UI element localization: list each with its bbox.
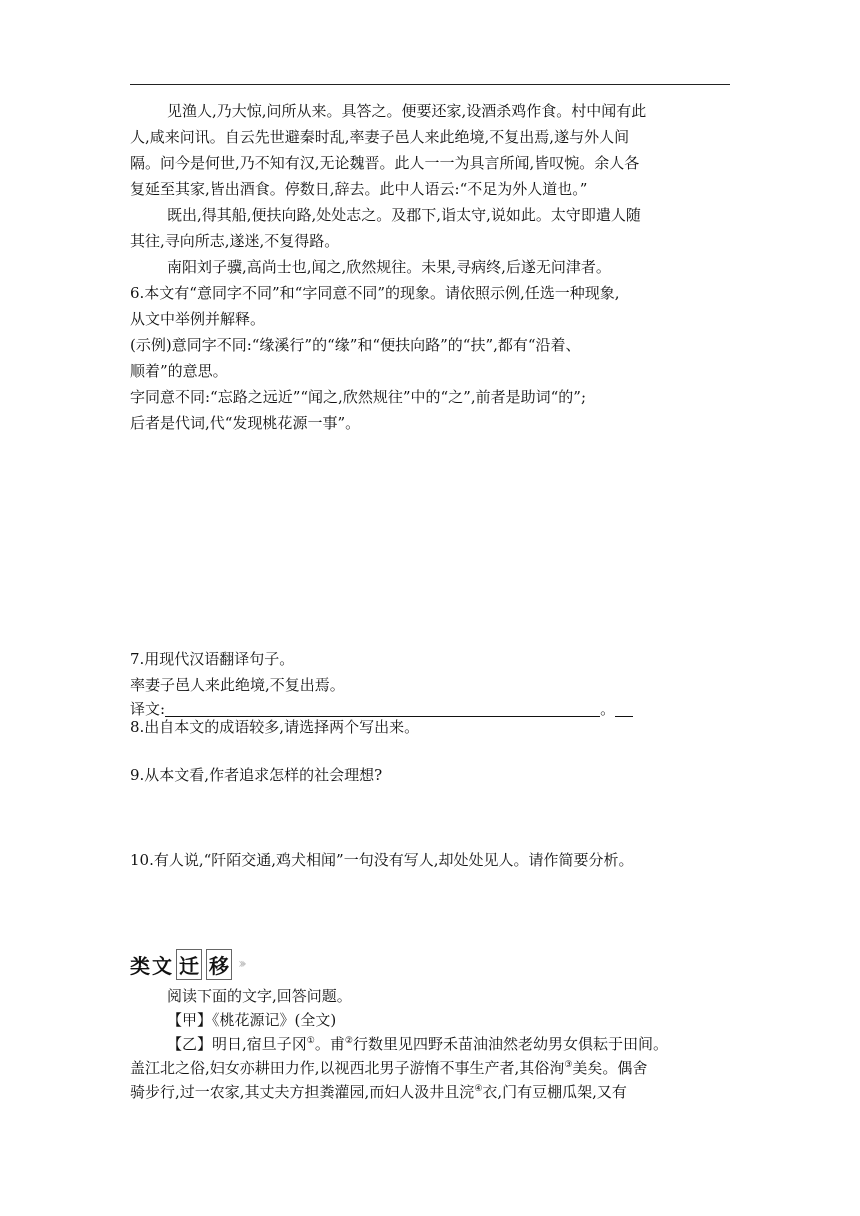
- question-6-example: 后者是代词,代“发现桃花源一事”。: [130, 414, 361, 432]
- section-heading: [130, 951, 243, 977]
- text-segment: 骑步行,过一农家,其丈夫方担粪灌园,而妇人汲井且浣: [130, 1083, 475, 1101]
- reading-yi-line: [130, 1081, 730, 1103]
- text-segment: 美矣。偶舍: [572, 1059, 648, 1077]
- text-segment: 行数里见四野禾苗油油然老幼男女俱耘于田间。: [352, 1035, 668, 1053]
- answer-label: 译文:: [130, 700, 166, 718]
- text-segment: 衣,门有豆棚瓜架,又有: [482, 1083, 627, 1101]
- question-9: 9.从本文看,作者追求怎样的社会理想?: [130, 766, 383, 784]
- answer-blank[interactable]: [165, 700, 600, 717]
- footnote-mark: ③: [564, 1060, 573, 1070]
- passage-line: 隔。问今是何世,乃不知有汉,无论魏晋。此人一一为具言所闻,皆叹惋。余人各: [130, 154, 640, 172]
- answer-blank-tail: [615, 700, 633, 717]
- answer-end: 。: [600, 700, 616, 718]
- question-6-example: 顺着”的意思。: [130, 362, 228, 380]
- text-segment: 。甫: [314, 1035, 345, 1053]
- footnote-mark: ①: [306, 1036, 315, 1046]
- passage-line: 其往,寻向所志,遂迷,不复得路。: [130, 232, 340, 250]
- passage-line: 南阳刘子骥,高尚士也,闻之,欣然规往。未果,寻病终,后遂无问津者。: [167, 258, 611, 276]
- passage-line: 复延至其家,皆出酒食。停数日,辞去。此中人语云:“不足为外人道也。”: [130, 180, 588, 198]
- text-segment: 【乙】明日,宿旦子冈: [167, 1035, 307, 1053]
- chevrons-icon: ›››: [238, 956, 243, 972]
- section-heading-text: 类文: [130, 953, 174, 978]
- section-heading-box: 移: [206, 949, 232, 980]
- passage-line: 既出,得其船,便扶向路,处处志之。及郡下,诣太守,说如此。太守即遣人随: [167, 206, 641, 224]
- reading-instruction: 阅读下面的文字,回答问题。: [167, 987, 352, 1005]
- passage-line: 见渔人,乃大惊,问所从来。具答之。便要还家,设酒杀鸡作食。村中闻有此: [167, 102, 647, 120]
- question-6-line: 6.本文有“意同字不同”和“字同意不同”的现象。请依照示例,任选一种现象,: [130, 284, 620, 302]
- section-heading-box: 迁: [176, 949, 202, 980]
- reading-yi-line: [130, 1057, 730, 1079]
- question-10: 10.有人说,“阡陌交通,鸡犬相闻”一句没有写人,却处处见人。请作简要分析。: [130, 851, 634, 869]
- header-rule: [130, 84, 730, 85]
- reading-jia: 【甲】《桃花源记》(全文): [167, 1011, 337, 1029]
- reading-yi-line: [130, 1033, 767, 1055]
- text-segment: 盖江北之俗,妇女亦耕田力作,以视西北男子游惰不事生产者,其俗洵: [130, 1059, 565, 1077]
- passage-line: 人,咸来问讯。自云先世避秦时乱,率妻子邑人来此绝境,不复出焉,遂与外人间: [130, 128, 630, 146]
- footnote-mark: ②: [344, 1036, 353, 1046]
- question-6-example: (示例)意同字不同:“缘溪行”的“缘”和“便扶向路”的“扶”,都有“沿着、: [130, 336, 581, 354]
- question-7-title: 7.用现代汉语翻译句子。: [130, 650, 295, 668]
- question-6-line: 从文中举例并解释。: [130, 310, 266, 328]
- question-6-example: 字同意不同:“忘路之远近”“闻之,欣然规往”中的“之”,前者是助词“的”;: [130, 388, 586, 406]
- footnote-mark: ④: [474, 1084, 483, 1094]
- question-7-sentence: 率妻子邑人来此绝境,不复出焉。: [130, 676, 345, 694]
- question-8: 8.出自本文的成语较多,请选择两个写出来。: [130, 718, 420, 736]
